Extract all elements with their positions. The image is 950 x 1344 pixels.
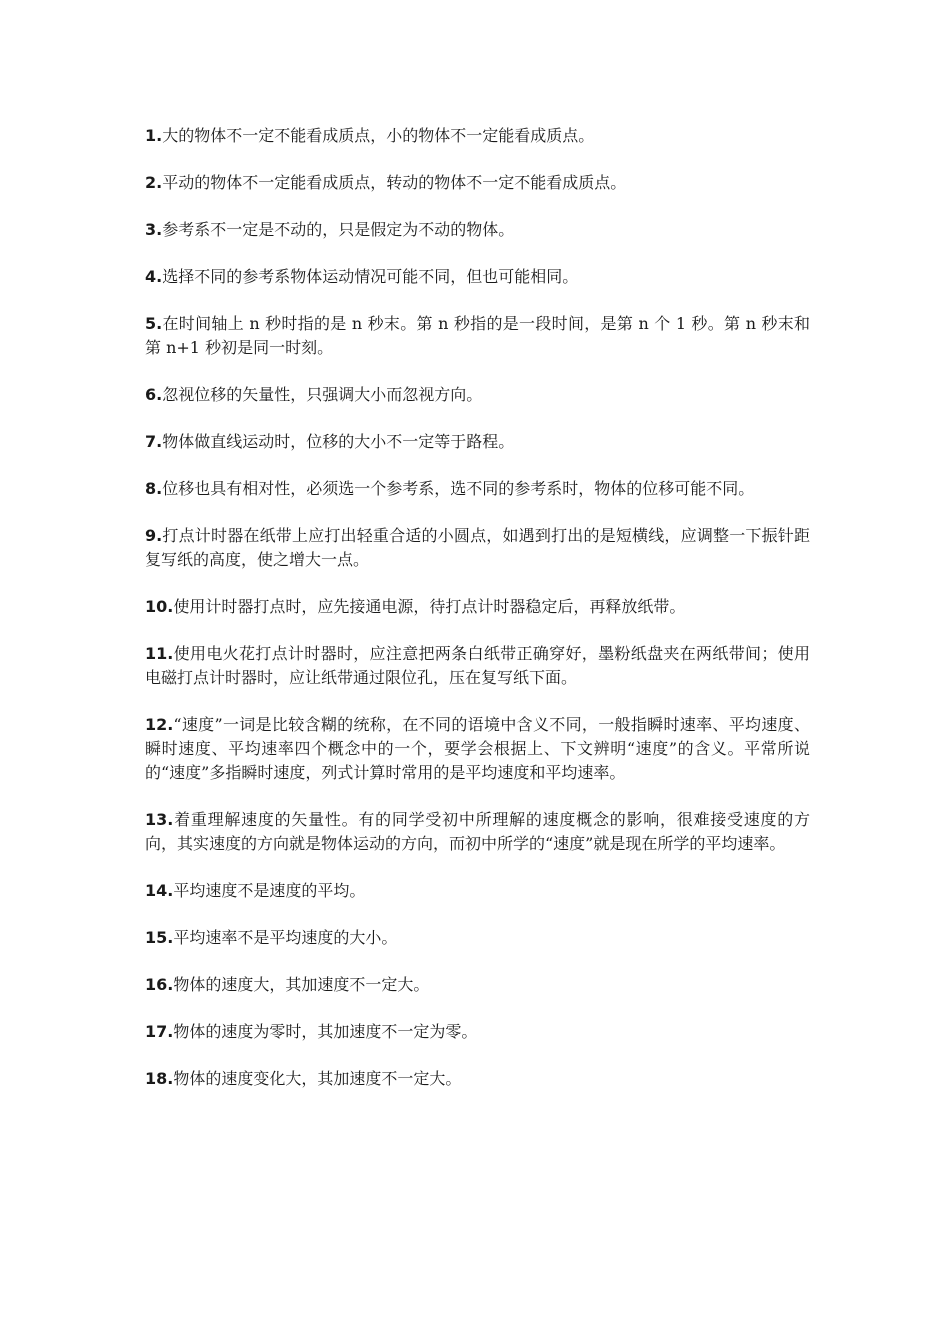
list-item: [145, 265, 810, 289]
list-item: [145, 1020, 810, 1044]
document-body: [145, 124, 810, 1114]
list-item: [145, 218, 810, 242]
item-text: 忽视位移的矢量性，只强调大小而忽视方向。: [162, 385, 483, 404]
list-item: [145, 642, 810, 690]
item-number: 3.: [145, 220, 163, 239]
item-text: 在时间轴上 n 秒时指的是 n 秒末。第 n 秒指的是一段时间，是第 n 个 1 秒。第 n 秒末和第 n+1 秒初是同一时刻。: [145, 314, 810, 357]
item-number: 1.: [145, 126, 163, 145]
list-item: [145, 713, 810, 785]
list-item: [145, 312, 810, 360]
item-text: 平均速率不是平均速度的大小。: [173, 928, 398, 947]
item-number: 8.: [145, 479, 163, 498]
list-item: [145, 524, 810, 572]
item-number: 10.: [145, 597, 174, 616]
item-number: 14.: [145, 881, 174, 900]
list-item: [145, 973, 810, 997]
list-item: [145, 171, 810, 195]
item-text: 平动的物体不一定能看成质点，转动的物体不一定不能看成质点。: [162, 173, 627, 192]
item-text: 使用计时器打点时，应先接通电源，待打点计时器稳定后，再释放纸带。: [173, 597, 686, 616]
list-item: [145, 477, 810, 501]
item-text: 大的物体不一定不能看成质点，小的物体不一定能看成质点。: [162, 126, 595, 145]
item-text: 平均速度不是速度的平均。: [173, 881, 366, 900]
item-number: 4.: [145, 267, 163, 286]
item-text: 使用电火花打点计时器时，应注意把两条白纸带正确穿好，墨粉纸盘夹在两纸带间；使用电磁打点计时器时，应让纸带通过限位孔，压在复写纸下面。: [145, 644, 810, 687]
list-item: [145, 595, 810, 619]
list-item: [145, 879, 810, 903]
item-number: 12.: [145, 715, 174, 734]
item-text: 物体的速度大，其加速度不一定大。: [173, 975, 430, 994]
list-item: [145, 124, 810, 148]
item-number: 11.: [145, 644, 174, 663]
item-number: 7.: [145, 432, 163, 451]
item-number: 15.: [145, 928, 174, 947]
list-item: [145, 1067, 810, 1091]
item-number: 18.: [145, 1069, 174, 1088]
item-number: 2.: [145, 173, 163, 192]
item-text: 位移也具有相对性，必须选一个参考系，选不同的参考系时，物体的位移可能不同。: [162, 479, 755, 498]
item-text: 打点计时器在纸带上应打出轻重合适的小圆点，如遇到打出的是短横线，应调整一下振针距复写纸的高度，使之增大一点。: [145, 526, 810, 569]
item-text: “速度”一词是比较含糊的统称，在不同的语境中含义不同，一般指瞬时速率、平均速度、瞬时速度、平均速率四个概念中的一个，要学会根据上、下文辨明“速度”的含义。平常所说的“速度”多指瞬时速度，列式计算时常用的是平均速度和平均速率。: [145, 715, 810, 782]
item-text: 参考系不一定是不动的，只是假定为不动的物体。: [162, 220, 515, 239]
item-text: 物体的速度变化大，其加速度不一定大。: [173, 1069, 462, 1088]
list-item: [145, 926, 810, 950]
item-number: 6.: [145, 385, 163, 404]
item-number: 13.: [145, 810, 174, 829]
list-item: [145, 430, 810, 454]
item-number: 16.: [145, 975, 174, 994]
list-item: [145, 808, 810, 856]
list-item: [145, 383, 810, 407]
item-text: 物体的速度为零时，其加速度不一定为零。: [173, 1022, 478, 1041]
item-number: 17.: [145, 1022, 174, 1041]
item-number: 9.: [145, 526, 163, 545]
item-text: 着重理解速度的矢量性。有的同学受初中所理解的速度概念的影响，很难接受速度的方向，其实速度的方向就是物体运动的方向，而初中所学的“速度”就是现在所学的平均速率。: [145, 810, 810, 853]
item-number: 5.: [145, 314, 163, 333]
item-text: 物体做直线运动时，位移的大小不一定等于路程。: [162, 432, 515, 451]
item-text: 选择不同的参考系物体运动情况可能不同，但也可能相同。: [162, 267, 579, 286]
